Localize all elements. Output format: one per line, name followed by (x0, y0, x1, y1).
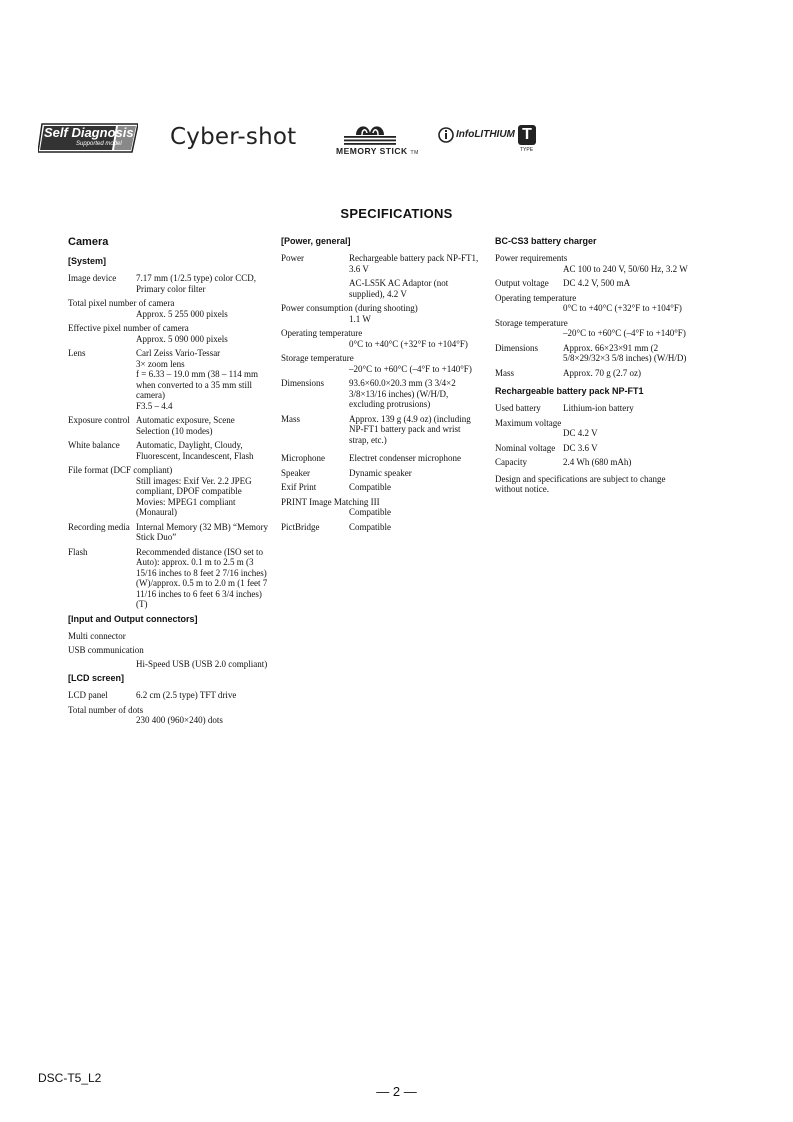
spec-row-mass (281, 414, 481, 446)
spec-value (136, 348, 268, 411)
spec-value-print-image-matching: Compatible (349, 507, 391, 517)
spec-key: Output voltage (495, 278, 549, 288)
spec-value: Automatic exposure, Scene Selection (10 modes) (136, 415, 235, 436)
lens-line: f = 6.33 – 19.0 mm (38 – 114 mm when converted to a 35 mm still camera) (136, 369, 258, 400)
spec-key-consumption: Power consumption (during shooting) (281, 303, 418, 313)
spec-key: Dimensions (495, 342, 539, 353)
spec-row-power (281, 253, 481, 299)
power-line: Rechargeable battery pack NP-FT1, 3.6 V (349, 253, 479, 274)
spec-row-pictbridge (281, 522, 481, 533)
spec-row-exif (281, 482, 481, 493)
column-power-general (281, 236, 481, 536)
spec-key: Capacity (495, 457, 527, 467)
spec-row-lens (68, 348, 268, 411)
spec-value (349, 253, 481, 299)
power-line: AC-LS5K AC Adaptor (not supplied), 4.2 V (349, 278, 449, 299)
spec-key-print-image-matching: PRINT Image Matching III (281, 496, 380, 507)
spec-multi-connector: Multi connector (68, 630, 126, 641)
spec-key-op-temp: Operating temperature (495, 292, 577, 303)
spec-row-output (495, 278, 695, 289)
spec-key: Image device (68, 273, 117, 283)
spec-key: Recording media (68, 521, 130, 532)
memory-stick-emblem-icon (336, 121, 416, 145)
heading-io-connectors: [Input and Output connectors] (68, 613, 198, 624)
spec-row-dimensions (495, 343, 695, 364)
spec-key: White balance (68, 440, 120, 450)
spec-row-exposure (68, 415, 268, 436)
spec-value-dots: 230 400 (960×240) dots (136, 715, 223, 725)
spec-key-effective-pixel: Effective pixel number of camera (68, 323, 189, 333)
spec-value: 93.6×60.0×20.3 mm (3 3/4×2 3/8×13/16 inches) (W/H/D, excluding protrusions) (349, 378, 456, 409)
spec-value: Compatible (349, 482, 391, 492)
infolithium-type-badge: T (518, 125, 536, 145)
spec-value: Electret condenser microphone (349, 453, 461, 463)
heading-battery-pack: Rechargeable battery pack NP-FT1 (495, 386, 644, 396)
spec-value-effective-pixel: Approx. 5 090 000 pixels (136, 333, 228, 344)
model-code: DSC-T5_L2 (38, 1071, 102, 1085)
spec-key: Used battery (495, 403, 541, 413)
spec-row-speaker (281, 468, 481, 479)
infolithium-type-label: TYPE (520, 147, 534, 153)
spec-value-storage-temp: –20°C to +60°C (–4°F to +140°F) (563, 328, 686, 338)
infolithium-logo (438, 125, 538, 157)
spec-key: Mass (281, 413, 301, 424)
spec-row-mass (495, 368, 695, 379)
memory-stick-logo (336, 121, 419, 161)
infolithium-text: InfoLITHIUM (456, 129, 515, 140)
spec-key: LCD panel (68, 690, 108, 700)
page-title: SPECIFICATIONS (340, 206, 453, 221)
spec-value: Automatic, Daylight, Cloudy, Fluorescent, Incandescent, Flash (136, 440, 254, 461)
column-camera (68, 236, 268, 730)
self-diagnosis-text: Self Diagnosis (44, 125, 134, 140)
spec-value: 2.4 Wh (680 mAh) (563, 457, 632, 467)
spec-value-usb: Hi-Speed USB (USB 2.0 compliant) (136, 658, 268, 669)
spec-value-op-temp: 0°C to +40°C (+32°F to +104°F) (349, 338, 468, 349)
spec-value-consumption: 1.1 W (349, 313, 371, 324)
page-number: — 2 — (376, 1084, 417, 1099)
spec-row-flash (68, 547, 268, 610)
spec-value: 7.17 mm (1/2.5 type) color CCD, Primary color filter (136, 273, 256, 294)
self-diagnosis-subtext: Supported model (76, 141, 122, 147)
spec-value: DC 4.2 V, 500 mA (563, 278, 631, 288)
heading-system: [System] (68, 256, 107, 266)
spec-value: DC 3.6 V (563, 442, 598, 453)
spec-key-usb: USB communication (68, 645, 144, 655)
spec-key: Power (281, 253, 304, 263)
lens-line: 3× zoom lens (136, 358, 185, 369)
spec-value-file-format-movies: Movies: MPEG1 compliant (Monaural) (136, 496, 236, 517)
spec-value-storage-temp: –20°C to +60°C (–4°F to +140°F) (349, 363, 472, 374)
infolithium-i-icon (438, 125, 454, 145)
spec-key-file-format: File format (DCF compliant) (68, 465, 173, 475)
spec-row-lcd-panel (68, 690, 268, 701)
heading-power-general: [Power, general] (281, 236, 351, 246)
spec-value-file-format-still: Still images: Exif Ver. 2.2 JPEG compliant, DPOF compatible (136, 475, 252, 496)
heading-lcd-screen: [LCD screen] (68, 673, 125, 683)
spec-value: Recommended distance (ISO set to Auto): approx. 0.1 m to 2.5 m (3 15/16 inches to 8 feet 2 7/16 inches) (W)/approx. 0.5 m to 2.0 m (1 feet 7 11/16 inches to 6 feet 6 3/4 inches) (T) (136, 546, 268, 609)
spec-value: Approx. 70 g (2.7 oz) (563, 367, 641, 378)
spec-row-nominal-voltage (495, 443, 695, 454)
memory-stick-label: MEMORY STICK (336, 146, 408, 156)
spec-row-used-battery (495, 403, 695, 414)
heading-charger: BC-CS3 battery charger (495, 236, 597, 246)
spec-key: Dimensions (281, 378, 325, 388)
spec-key: Exposure control (68, 415, 130, 425)
spec-row-microphone (281, 453, 481, 464)
spec-key: PictBridge (281, 521, 320, 532)
spec-row-image-device (68, 273, 268, 294)
lens-line: Carl Zeiss Vario-Tessar (136, 348, 221, 358)
spec-value: Approx. 139 g (4.9 oz) (including NP-FT1 battery pack and wrist strap, etc.) (349, 413, 471, 445)
spec-row-white-balance (68, 440, 268, 461)
spec-key-op-temp: Operating temperature (281, 328, 363, 338)
column-charger-battery (495, 236, 695, 495)
spec-value: Approx. 66×23×91 mm (2 5/8×29/32×3 5/8 inches) (W/H/D) (563, 342, 687, 363)
spec-row-capacity (495, 457, 695, 468)
spec-value-op-temp: 0°C to +40°C (+32°F to +104°F) (563, 303, 682, 313)
spec-value: Internal Memory (32 MB) “Memory Stick Duo” (136, 521, 268, 542)
logo-row (0, 118, 793, 162)
spec-key: Flash (68, 546, 88, 557)
spec-row-recording (68, 522, 268, 543)
self-diagnosis-logo (38, 122, 138, 154)
spec-key: Microphone (281, 453, 325, 463)
cybershot-logo: Cyber-shot (170, 124, 297, 150)
spec-key-max-voltage: Maximum voltage (495, 417, 562, 428)
heading-camera: Camera (68, 236, 109, 248)
spec-value: 6.2 cm (2.5 type) TFT drive (136, 690, 237, 700)
spec-key-total-pixel: Total pixel number of camera (68, 298, 175, 308)
spec-key-power-req: Power requirements (495, 253, 568, 263)
spec-key-dots: Total number of dots (68, 704, 144, 715)
spec-value-power-req: AC 100 to 240 V, 50/60 Hz, 3.2 W (563, 263, 688, 274)
spec-value-total-pixel: Approx. 5 255 000 pixels (136, 308, 228, 319)
spec-key: Nominal voltage (495, 442, 556, 453)
memory-stick-tm: TM (410, 150, 419, 156)
spec-key: Lens (68, 348, 86, 358)
spec-key-storage-temp: Storage temperature (495, 317, 568, 328)
spec-value: Dynamic speaker (349, 467, 412, 478)
spec-key: Exif Print (281, 482, 317, 492)
spec-key: Speaker (281, 467, 310, 478)
spec-key: Mass (495, 367, 515, 378)
memory-stick-text (336, 146, 419, 156)
notice-text: Design and specifications are subject to change without notice. (495, 473, 666, 494)
spec-key-storage-temp: Storage temperature (281, 353, 354, 363)
spec-value: Compatible (349, 521, 391, 532)
spec-value: Lithium-ion battery (563, 403, 634, 413)
spec-row-dimensions (281, 378, 481, 410)
spec-value-max-voltage: DC 4.2 V (563, 428, 598, 438)
lens-line: F3.5 – 4.4 (136, 400, 173, 411)
